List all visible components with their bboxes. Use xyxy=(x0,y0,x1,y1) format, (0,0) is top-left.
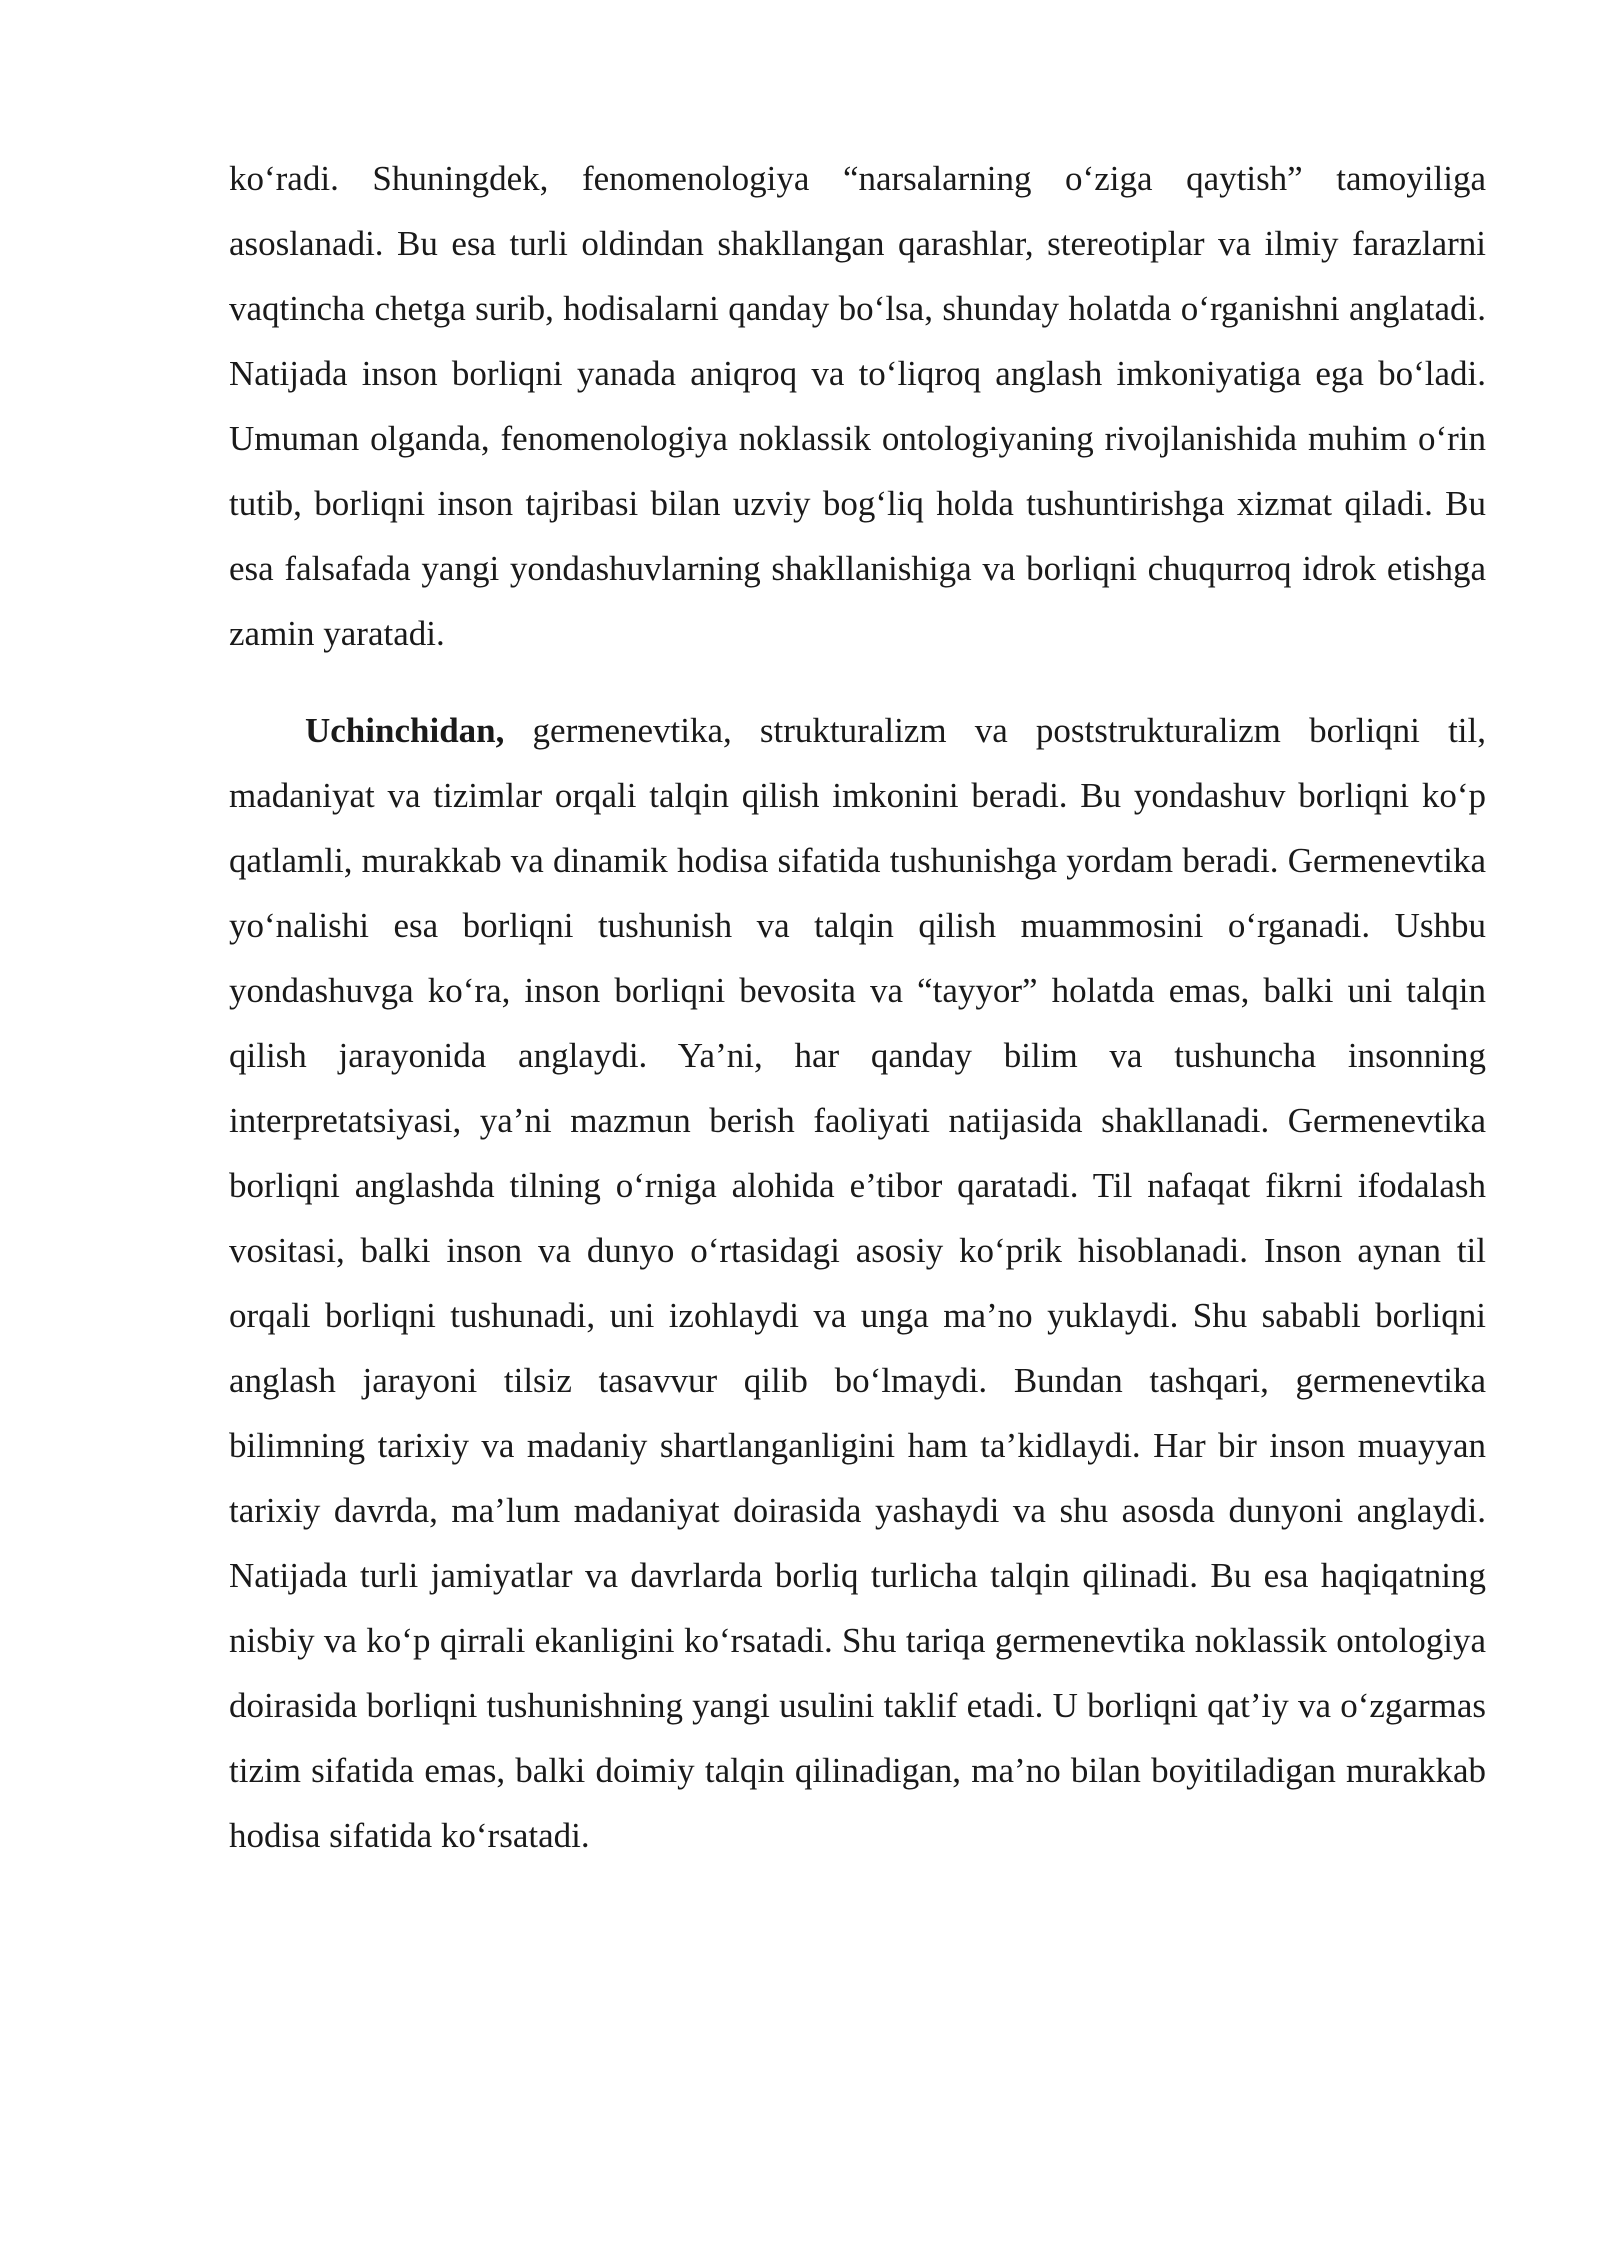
paragraph-uchinchidan xyxy=(229,698,1486,1868)
paragraph-continuation: ko‘radi. Shuningdek, fenomenologiya “narsalarning o‘ziga qaytish” tamoyiliga asoslanadi. Bu esa turli oldindan shakllangan qarashlar, stereotiplar va ilmiy farazlarni vaqtincha chetga surib, hodisalarni qanday bo‘lsa, shunday holatda o‘rganishni anglatadi. Natijada inson borliqni yanada aniqroq va to‘liqroq anglash imkoniyatiga ega bo‘ladi. Umuman olganda, fenomenologiya noklassik ontologiyaning rivojlanishida muhim o‘rin tutib, borliqni inson tajribasi bilan uzviy bog‘liq holda tushuntirishga xizmat qiladi. Bu esa falsafada yangi yondashuvlarning shakllanishiga va borliqni chuqurroq idrok etishga zamin yaratadi. xyxy=(229,159,1486,653)
paragraph-lead-term: Uchinchidan, xyxy=(305,711,505,750)
paragraph-body-text: germenevtika, strukturalizm va poststrukturalizm borliqni til, madaniyat va tizimlar orqali talqin qilish imkonini beradi. Bu yondashuv borliqni ko‘p qatlamli, murakkab va dinamik hodisa sifatida tushunishga yordam beradi. Germenevtika yo‘nalishi esa borliqni tushunish va talqin qilish muammosini o‘rganadi. Ushbu yondashuvga ko‘ra, inson borliqni bevosita va “tayyor” holatda emas, balki uni talqin qilish jarayonida anglaydi. Ya’ni, har qanday bilim va tushuncha insonning interpretatsiyasi, ya’ni mazmun berish faoliyati natijasida shakllanadi. Germenevtika borliqni anglashda tilning o‘rniga alohida e’tibor qaratadi. Til nafaqat fikrni ifodalash vositasi, balki inson va dunyo o‘rtasidagi asosiy ko‘prik hisoblanadi. Inson aynan til orqali borliqni tushunadi, uni izohlaydi va unga ma’no yuklaydi. Shu sababli borliqni anglash jarayoni tilsiz tasavvur qilib bo‘lmaydi. Bundan tashqari, germenevtika bilimning tarixiy va madaniy shartlanganligini ham ta’kidlaydi. Har bir inson muayyan tarixiy davrda, ma’lum madaniyat doirasida yashaydi va shu asosda dunyoni anglaydi. Natijada turli jamiyatlar va davrlarda borliq turlicha talqin qilinadi. Bu esa haqiqatning nisbiy va ko‘p qirrali ekanligini ko‘rsatadi. Shu tariqa germenevtika noklassik ontologiya doirasida borliqni tushunishning yangi usulini taklif etadi. U borliqni qat’iy va o‘zgarmas tizim sifatida emas, balki doimiy talqin qilinadigan, ma’no bilan boyitiladigan murakkab hodisa sifatida ko‘rsatadi. xyxy=(229,711,1486,1855)
document-body xyxy=(229,146,1486,1868)
